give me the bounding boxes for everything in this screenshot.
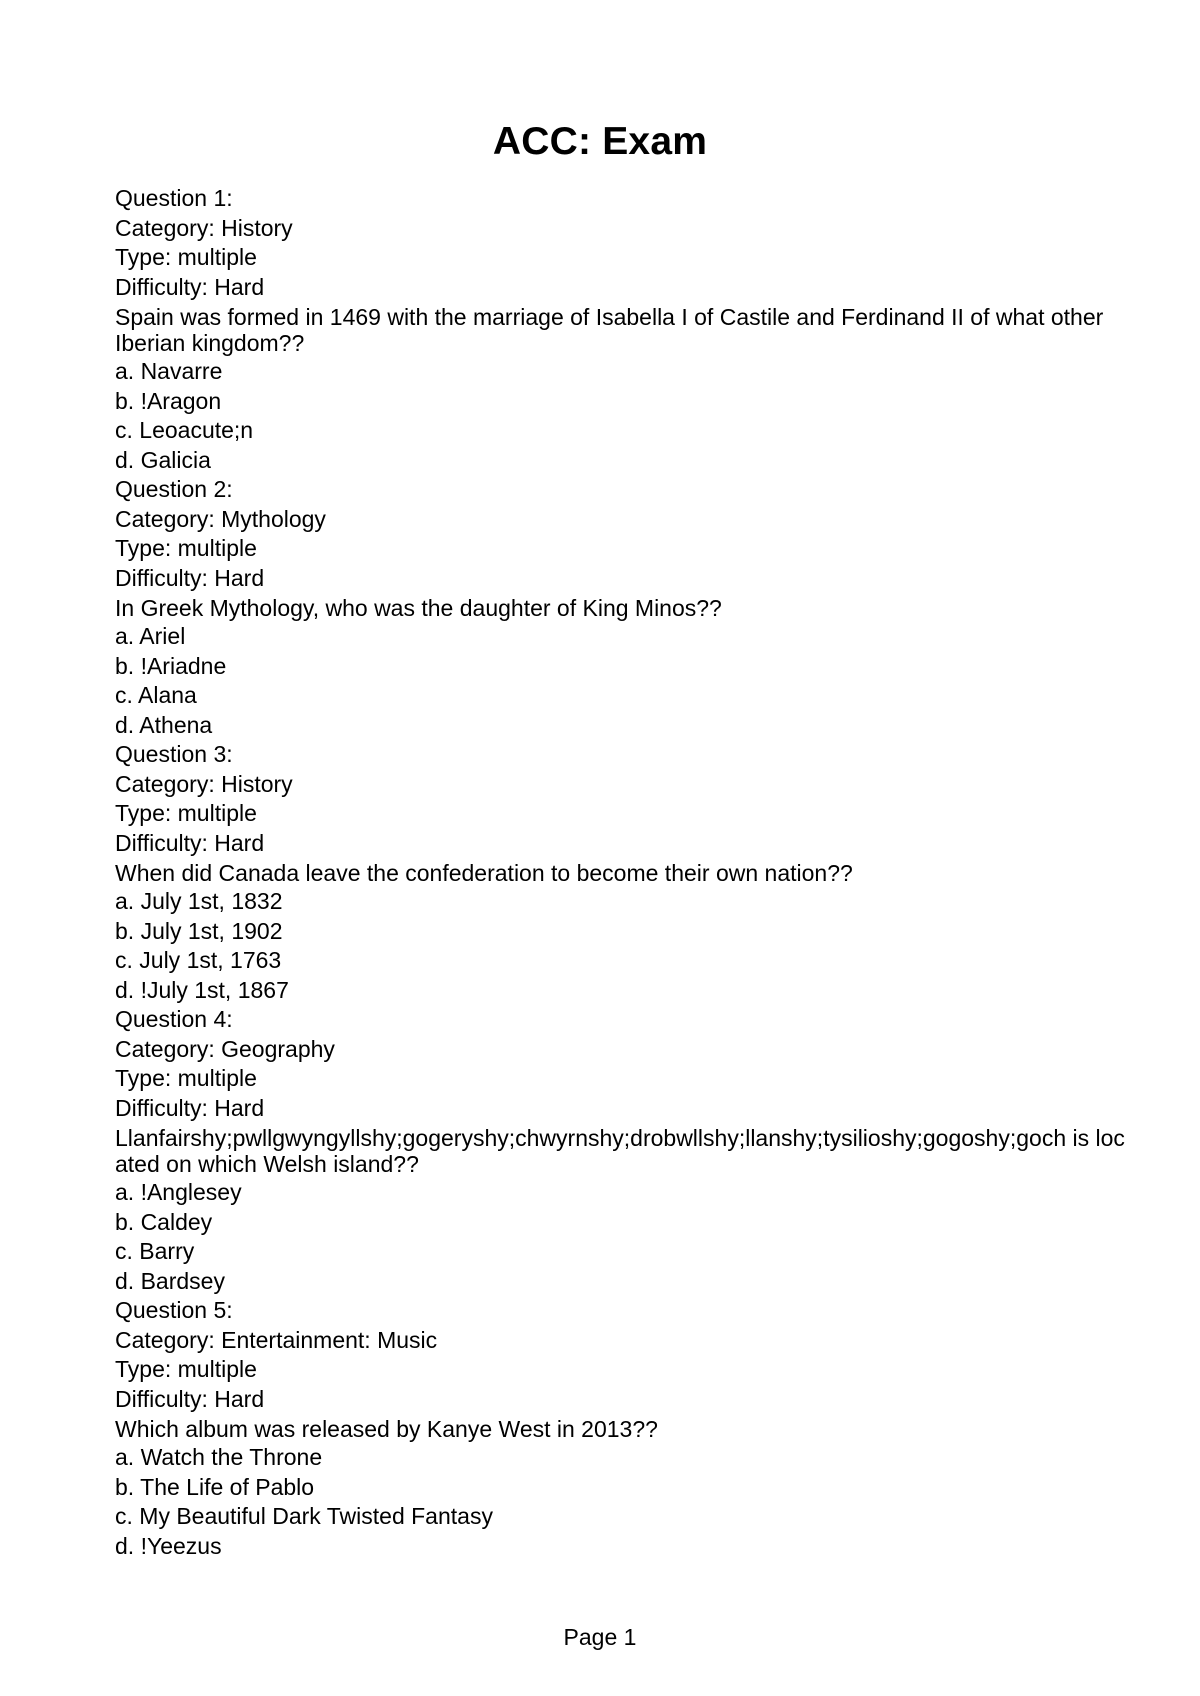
question-block [115,1296,1125,1561]
answer-option: d. !Yeezus [115,1532,222,1559]
answer-option: a. Watch the Throne [115,1444,323,1470]
page-number: Page 1 [563,1624,637,1650]
answer-option: b. !Aragon [115,387,222,414]
answer-option: b. July 1st, 1902 [115,917,283,944]
question-difficulty: Difficulty: Hard [115,1385,265,1412]
question-heading: Question 3: [115,741,233,767]
question-type: Type: multiple [115,244,257,270]
answer-option: d. Athena [115,711,213,738]
question-type: Type: multiple [115,800,257,826]
question-block [115,184,1125,475]
answer-option: c. Leoacute;n [115,417,254,443]
answer-option: c. July 1st, 1763 [115,947,282,973]
question-block [115,740,1125,1005]
answer-option: a. Ariel [115,623,186,649]
question-category: Category: Mythology [115,505,326,532]
answer-option: b. Caldey [115,1208,213,1235]
question-block [115,1005,1125,1296]
question-category: Category: Entertainment: Music [115,1326,438,1353]
question-difficulty: Difficulty: Hard [115,829,265,856]
question-type: Type: multiple [115,535,257,561]
question-difficulty: Difficulty: Hard [115,273,265,300]
question-text: When did Canada leave the confederation to become their own nation?? [115,860,853,886]
question-category: Category: Geography [115,1035,335,1062]
question-heading: Question 2: [115,476,233,502]
page-title: ACC: Exam [492,120,708,163]
question-list [115,184,1125,1561]
question-text: Which album was released by Kanye West in 2013?? [115,1416,658,1442]
answer-option: b. The Life of Pablo [115,1473,315,1500]
question-text: Llanfairshy;pwllgwyngyllshy;gogeryshy;chwyrnshy;drobwllshy;llanshy;tysilioshy;gogoshy;goch is located on which Welsh island?? [115,1125,1125,1177]
answer-option: d. !July 1st, 1867 [115,976,289,1003]
question-text: Spain was formed in 1469 with the marriage of Isabella I of Castile and Ferdinand II of what other Iberian kingdom?? [115,304,1104,356]
question-text: In Greek Mythology, who was the daughter of King Minos?? [115,595,722,621]
question-heading: Question 5: [115,1297,233,1323]
question-heading: Question 1: [115,185,233,211]
question-category: Category: History [115,214,293,241]
question-heading: Question 4: [115,1006,233,1032]
question-type: Type: multiple [115,1356,257,1382]
question-type: Type: multiple [115,1065,257,1091]
question-difficulty: Difficulty: Hard [115,1094,265,1121]
question-block [115,475,1125,740]
answer-option: c. Barry [115,1238,195,1264]
answer-option: a. July 1st, 1832 [115,888,283,914]
answer-option: a. !Anglesey [115,1179,242,1205]
answer-option: d. Bardsey [115,1267,225,1294]
answer-option: d. Galicia [115,446,211,473]
answer-option: c. My Beautiful Dark Twisted Fantasy [115,1503,493,1529]
question-category: Category: History [115,770,293,797]
answer-option: b. !Ariadne [115,652,227,679]
question-difficulty: Difficulty: Hard [115,564,265,591]
answer-option: a. Navarre [115,358,223,384]
answer-option: c. Alana [115,682,197,708]
